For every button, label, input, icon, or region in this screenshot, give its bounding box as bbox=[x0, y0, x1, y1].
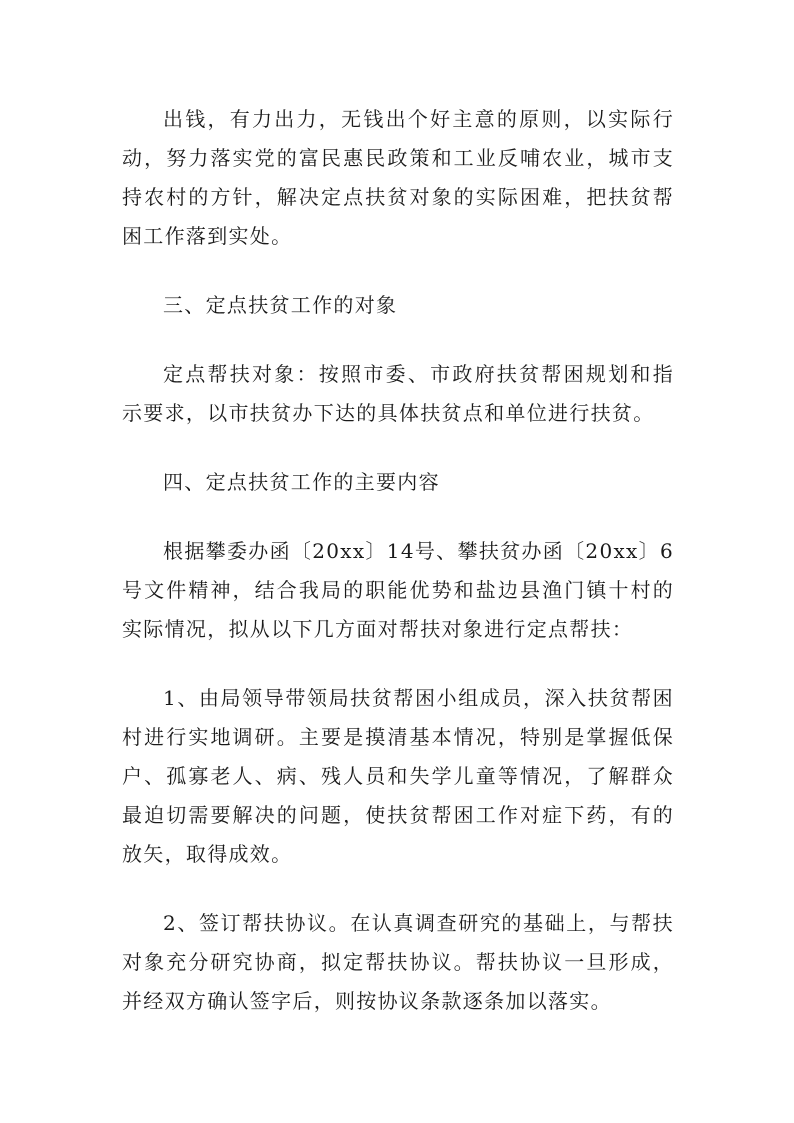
document-body bbox=[122, 100, 674, 1051]
section-heading-3: 三、定点扶贫工作的对象 bbox=[163, 293, 398, 317]
section-heading-4: 四、定点扶贫工作的主要内容 bbox=[163, 470, 440, 494]
paragraph-target: 定点帮扶对象：按照市委、市政府扶贫帮困规划和指示要求，以市扶贫办下达的具体扶贫点和单位进行扶贫。 bbox=[122, 362, 674, 425]
paragraph-item-2: 2、签订帮扶协议。在认真调查研究的基础上，与帮扶对象充分研究协商，拟定帮扶协议。帮扶协议一旦形成，并经双方确认签字后，则按协议条款逐条加以落实。 bbox=[122, 911, 674, 1013]
paragraph-item-1: 1、由局领导带领局扶贫帮困小组成员，深入扶贫帮困村进行实地调研。主要是摸清基本情况，特别是掌握低保户、孤寡老人、病、残人员和失学儿童等情况，了解群众最迫切需要解决的问题，使扶贫帮困工作对症下药，有的放矢，取得成效。 bbox=[122, 686, 674, 866]
paragraph-basis: 根据攀委办函〔20xx〕14号、攀扶贫办函〔20xx〕6号文件精神，结合我局的职能优势和盐边县渔门镇十村的实际情况，拟从以下几方面对帮扶对象进行定点帮扶： bbox=[122, 539, 674, 641]
paragraph-continuation: 出钱，有力出力，无钱出个好主意的原则，以实际行动，努力落实党的富民惠民政策和工业反哺农业，城市支持农村的方针，解决定点扶贫对象的实际困难，把扶贫帮困工作落到实处。 bbox=[122, 107, 674, 248]
